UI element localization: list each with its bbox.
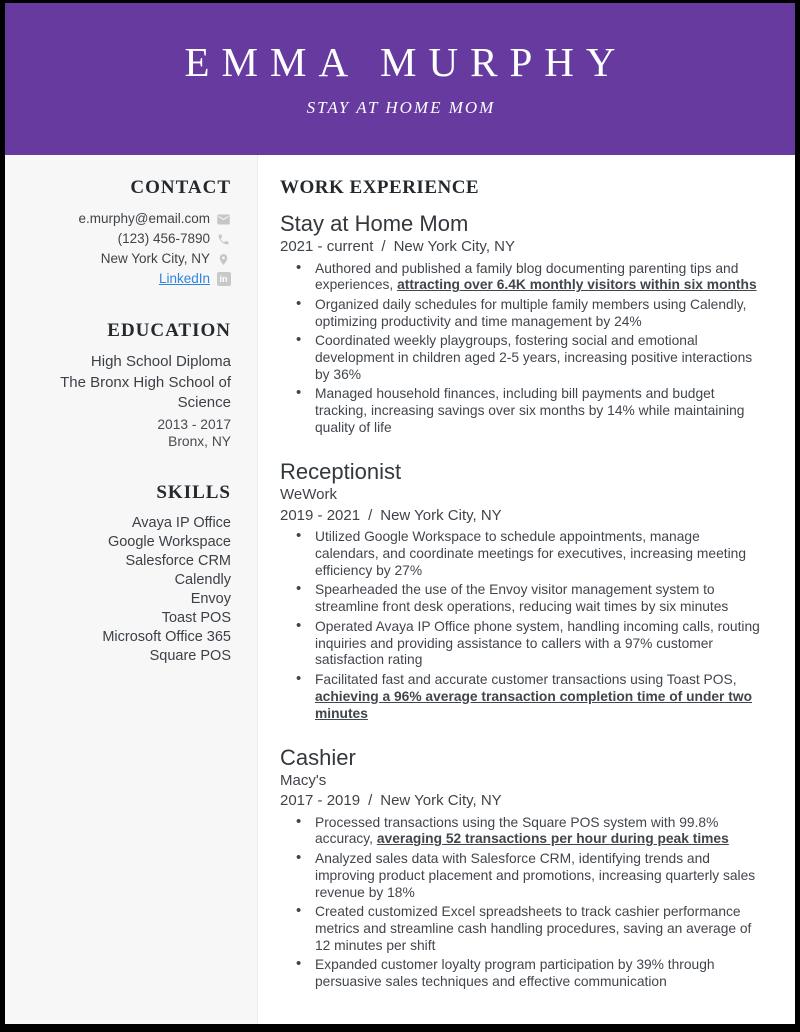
job-meta bbox=[280, 791, 765, 812]
job-title: Cashier bbox=[280, 744, 356, 770]
job-location: New York City, NY bbox=[380, 792, 502, 810]
job-bullet bbox=[280, 582, 765, 616]
job-dates: 2017 - 2019 bbox=[280, 792, 361, 810]
body-columns bbox=[5, 155, 795, 1024]
bullet-text: Expanded customer loyalty program participation by 39% through persuasive sales techniques and effective communication bbox=[315, 957, 715, 990]
skill-item: Toast POS bbox=[161, 610, 231, 627]
candidate-name: EMMA MURPHY bbox=[184, 38, 628, 85]
skill-item: Square POS bbox=[149, 648, 231, 665]
job-dates: 2021 - current bbox=[280, 238, 374, 255]
skill-item: Avaya IP Office bbox=[131, 515, 231, 532]
job-bullet bbox=[280, 529, 765, 580]
linkedin-icon: in bbox=[216, 272, 231, 287]
bullet-text: Managed household finances, including bill payments and budget tracking, increasing savings over six months by 14% while maintaining quality of life bbox=[315, 386, 745, 436]
job-title: Receptionist bbox=[280, 459, 402, 485]
bullet-text: Created customized Excel spreadsheets to track cashier performance metrics and streamline cash handling procedures, saving an average of 12 minutes per shift bbox=[315, 904, 752, 953]
job-bullets bbox=[280, 529, 765, 722]
bullet-text: Coordinated weekly playgroups, fostering social and emotional development in children aged 2-5 years, increasing positive interactions by 36% bbox=[315, 333, 753, 382]
contact-list bbox=[43, 209, 231, 289]
bullet-text: Utilized Google Workspace to schedule appointments, manage calendars, and coordinate meetings for executives, increasing meeting efficiency by 27% bbox=[315, 529, 747, 578]
job-meta-separator: / bbox=[368, 506, 373, 524]
phone-icon bbox=[216, 232, 231, 247]
education-section bbox=[43, 318, 231, 451]
job-bullet bbox=[280, 815, 765, 849]
resume-document bbox=[5, 3, 795, 1024]
bullet-highlight: averaging 52 transactions per hour during peak times bbox=[376, 831, 729, 847]
job-bullet bbox=[280, 261, 765, 295]
skills-list bbox=[43, 514, 231, 666]
job-bullet bbox=[280, 297, 765, 331]
job-entry bbox=[280, 744, 765, 992]
bullet-text: Organized daily schedules for multiple family members using Calendly, optimizing productivity and time management by 24% bbox=[315, 296, 747, 329]
bullet-text: Operated Avaya IP Office phone system, handling incoming calls, routing inquiries and providing assistance to callers with a 97% customer satisfaction rating bbox=[315, 618, 760, 668]
education-school: The Bronx High School of Science bbox=[60, 373, 231, 411]
job-bullet bbox=[280, 957, 765, 991]
job-list bbox=[280, 210, 765, 991]
skills-section bbox=[43, 480, 231, 666]
job-meta bbox=[280, 237, 765, 258]
contact-item bbox=[43, 269, 231, 289]
skill-item: Calendly bbox=[174, 572, 231, 589]
skill-item: Salesforce CRM bbox=[125, 553, 231, 570]
job-bullet bbox=[280, 619, 765, 670]
work-experience-heading: WORK EXPERIENCE bbox=[280, 177, 480, 198]
job-meta bbox=[280, 506, 765, 527]
job-entry bbox=[280, 458, 765, 722]
job-bullet bbox=[280, 333, 765, 384]
location-icon bbox=[216, 252, 231, 267]
bullet-text: Authored and published a family blog documenting parenting tips and experiences, bbox=[315, 260, 739, 293]
candidate-headline: STAY AT HOME MOM bbox=[306, 98, 496, 118]
bullet-text: Processed transactions using the Square POS system with 99.8% accuracy, bbox=[315, 814, 719, 847]
job-location: New York City, NY bbox=[380, 506, 502, 524]
contact-item bbox=[43, 249, 231, 269]
education-degree: High School Diploma bbox=[90, 353, 231, 370]
contact-section bbox=[43, 175, 231, 289]
linkedin-link[interactable]: LinkedIn bbox=[158, 271, 210, 286]
job-bullet bbox=[280, 904, 765, 955]
job-bullets bbox=[280, 815, 765, 992]
contact-item bbox=[43, 229, 231, 249]
skill-item: Envoy bbox=[190, 591, 231, 608]
job-bullet bbox=[280, 386, 765, 437]
contact-text: (123) 456-7890 bbox=[117, 231, 210, 246]
sidebar bbox=[5, 155, 258, 1024]
skill-item: Microsoft Office 365 bbox=[102, 629, 231, 646]
bullet-text: Facilitated fast and accurate customer transactions using Toast POS, bbox=[315, 671, 737, 687]
job-meta-separator: / bbox=[368, 792, 373, 810]
education-location: Bronx, NY bbox=[168, 434, 231, 450]
job-dates: 2019 - 2021 bbox=[280, 506, 361, 524]
contact-item bbox=[43, 209, 231, 229]
email-icon bbox=[216, 212, 231, 227]
job-bullets bbox=[280, 261, 765, 438]
contact-heading: CONTACT bbox=[130, 177, 231, 198]
contact-text: New York City, NY bbox=[100, 251, 210, 266]
bullet-highlight: achieving a 96% average transaction completion time of under two minutes bbox=[315, 688, 753, 721]
header bbox=[5, 3, 795, 155]
bullet-text: Analyzed sales data with Salesforce CRM, identifying trends and improving product placement and promotions, increasing quarterly sales revenue by 18% bbox=[315, 850, 756, 900]
main-column bbox=[258, 155, 795, 1024]
job-meta-separator: / bbox=[381, 238, 386, 255]
education-heading: EDUCATION bbox=[107, 320, 231, 341]
education-dates: 2013 - 2017 bbox=[157, 416, 231, 432]
job-location: New York City, NY bbox=[393, 238, 515, 255]
job-bullet bbox=[280, 851, 765, 902]
contact-text: e.murphy@email.com bbox=[78, 211, 210, 226]
bullet-text: Spearheaded the use of the Envoy visitor management system to streamline front desk operations, reducing wait times by six minutes bbox=[315, 582, 729, 615]
job-title: Stay at Home Mom bbox=[280, 211, 469, 236]
job-company: Macy's bbox=[280, 771, 327, 789]
job-company: WeWork bbox=[280, 486, 337, 504]
bullet-highlight: attracting over 6.4K monthly visitors within six months bbox=[397, 277, 757, 293]
skills-heading: SKILLS bbox=[156, 482, 231, 504]
job-bullet bbox=[280, 672, 765, 723]
job-entry bbox=[280, 210, 765, 437]
skill-item: Google Workspace bbox=[107, 534, 231, 551]
